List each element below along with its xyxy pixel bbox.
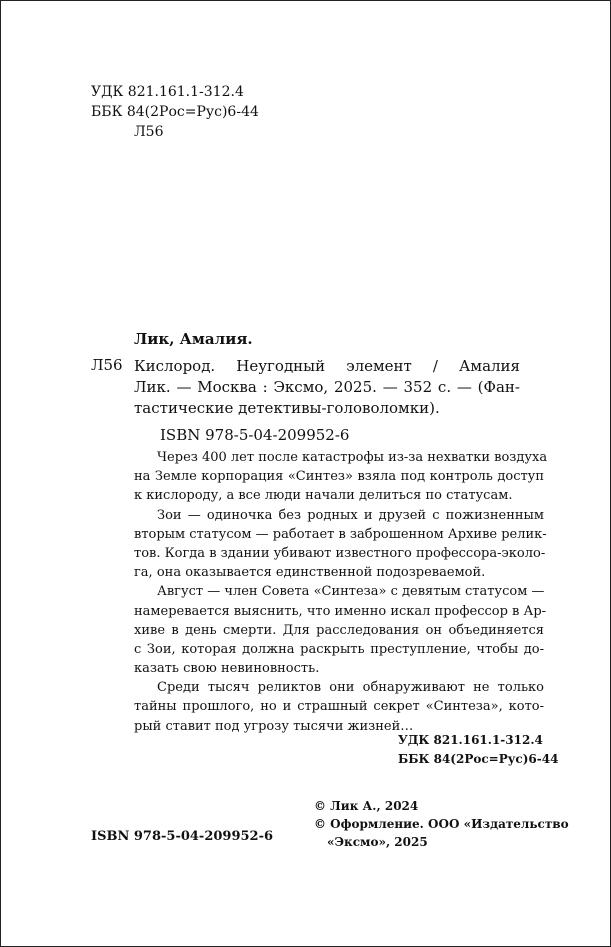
copyright-line: «Эксмо», 2025 bbox=[327, 835, 428, 849]
udk-bottom: УДК 821.161.1-312.4 bbox=[398, 733, 543, 747]
udk-top: УДК 821.161.1-312.4 bbox=[91, 84, 244, 100]
description-line: Кислород. Неугодный элемент / Амалия bbox=[134, 357, 520, 375]
annotation-line: га, она оказывается единственной подозреваемой. bbox=[134, 565, 486, 581]
annotation-line: к кислороду, а все люди начали делиться по статусам. bbox=[134, 488, 513, 504]
isbn-record: ISBN 978-5-04-209952-6 bbox=[160, 426, 350, 444]
annotation-line: Среди тысяч реликтов они обнаруживают не только bbox=[157, 680, 544, 696]
author-code-left: Л56 bbox=[91, 356, 123, 374]
annotation-line: рый ставит под угрозу тысячи жизней… bbox=[134, 718, 414, 734]
copyright-line: © Оформление. ООО «Издательство bbox=[314, 817, 569, 831]
annotation-line: вторым статусом — работает в заброшенном Архиве релик- bbox=[134, 526, 547, 542]
annotation-line: Август — член Совета «Синтеза» с девятым статусом — bbox=[157, 584, 545, 600]
annotation bbox=[134, 448, 548, 736]
description-line: тастические детективы-головоломки). bbox=[134, 399, 440, 417]
bibliographic-description bbox=[134, 356, 520, 419]
bbk-top: ББК 84(2Рос=Рус)6-44 bbox=[91, 104, 259, 120]
annotation-line: намеревается выяснить, что именно искал профессор в Ар- bbox=[134, 603, 547, 619]
isbn-footer: ISBN 978-5-04-209952-6 bbox=[91, 829, 274, 844]
copyright-block bbox=[314, 797, 569, 851]
author-heading: Лик, Амалия. bbox=[134, 330, 253, 348]
author-code-top: Л56 bbox=[134, 124, 164, 140]
annotation-line: Зои — одиночка без родных и друзей с пожизненным bbox=[157, 507, 544, 523]
annotation-line: на Земле корпорация «Синтез» взяла под контроль доступ bbox=[134, 469, 544, 485]
annotation-line: тайны прошлого, но и страшный секрет «Синтеза», кото- bbox=[134, 699, 544, 715]
annotation-line: тов. Когда в здании убивают известного профессора-эколо- bbox=[134, 545, 546, 561]
bbk-bottom: ББК 84(2Рос=Рус)6-44 bbox=[398, 752, 559, 766]
annotation-line: казать свою невиновность. bbox=[134, 661, 320, 677]
annotation-line: Через 400 лет после катастрофы из-за нехватки воздуха bbox=[157, 450, 548, 465]
annotation-line: с Зои, которая должна раскрыть преступление, чтобы до- bbox=[134, 641, 544, 657]
copyright-line: © Лик А., 2024 bbox=[314, 799, 419, 813]
annotation-line: хиве в день смерти. Для расследования он объединяется bbox=[134, 622, 544, 638]
description-line: Лик. — Москва : Эксмо, 2025. — 352 с. — (Фан- bbox=[134, 378, 520, 396]
